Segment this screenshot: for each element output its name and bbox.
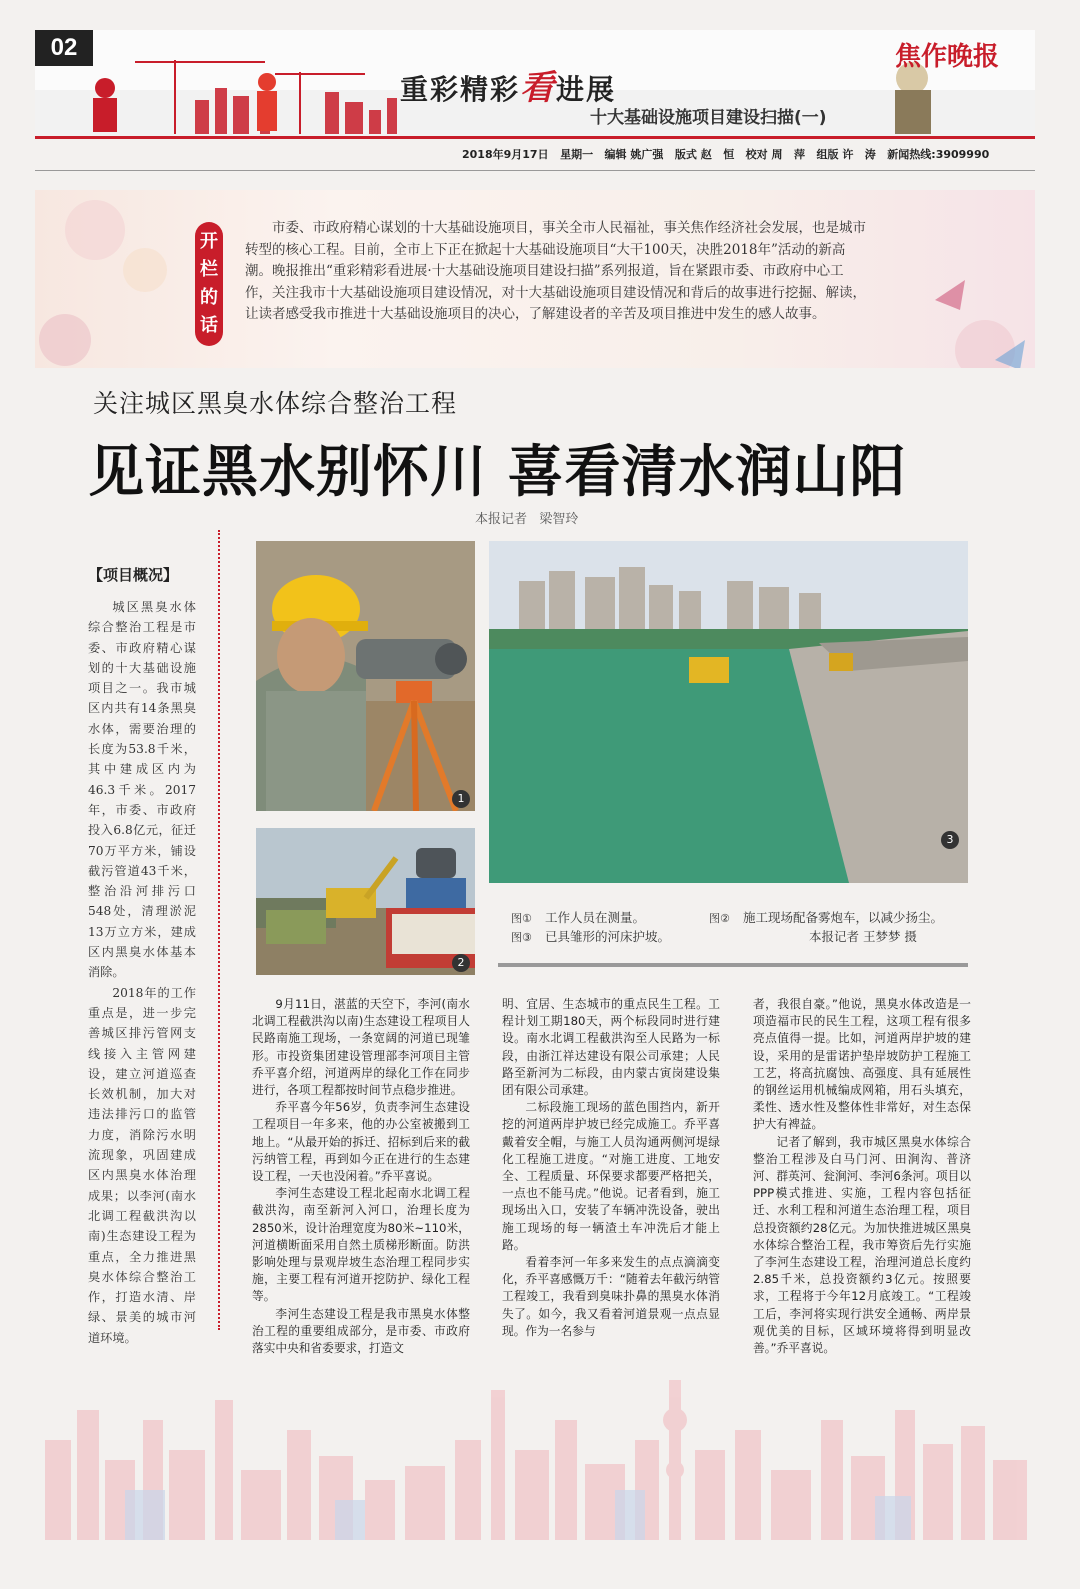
body-paragraph: 李河生态建设工程是我市黑臭水体整治工程的重要组成部分，是市委、市政府落实中央和省委要求，打造文 [252,1306,470,1356]
caption-text: 已具雏形的河床护坡。 [544,929,670,944]
tag-char: 话 [200,315,218,336]
tag-char: 开 [200,231,218,252]
body-paragraph: 记者了解到，我市城区黑臭水体综合整治工程涉及白马门河、田涧沟、普济河、群英河、瓮涧河、李河6条河。项目以PPP模式推进、实施，工程内容包括征迁、水利工程和河道生态治理工程，项目总投资额约28亿元。为加快推进城区黑臭水体综合整治工程，我市筹资后先行实施了李河生态建设工程，治理河道总长度约2.85千米，总投资额约3亿元。按照要求，工程将于今年12月底竣工。“工程竣工后，李河将实现行洪安全通畅、两岸景观优美的目标，区域环境将得到明显改善。”乔平喜说。 [753,1134,971,1356]
body-column-1 [252,996,470,1357]
photo-surveyor [256,541,475,811]
caption-label: 图③ [511,931,532,944]
tag-char: 的 [200,287,218,308]
body-paragraph: 二标段施工现场的蓝色围挡内，新开挖的河道两岸护坡已经完成施工。乔平喜戴着安全帽，与施工人员沟通两侧河堤绿化工程施工进度。“对施工进度、工地安全、工程质量、环保要求都要严格把关，一点也不能马虎。”他说。记者看到，施工现场出入口，安装了车辆冲洗设备，驶出施工现场的每一辆渣土车冲洗后才能上路。 [502,1100,720,1252]
intro-text: 市委、市政府精心谋划的十大基础设施项目，事关全市人民福祉，事关焦作经济社会发展，也是城市转型的核心工程。目前，全市上下正在掀起十大基础设施项目“大干100天，决胜2018年”活动的新高潮。晚报推出“重彩精彩看进展·十大基础设施项目建设扫描”系列报道，旨在紧跟市委、市政府中心工作，关注我市十大基础设施项目建设情况，对十大基础设施项目建设情况和背后的故事进行挖掘、解读，让读者感受我市推进十大基础设施项目的决心，了解建设者的辛苦及项目推进中发生的感人故事。 [245,220,866,322]
sidebar-heading: 【项目概况】 [88,566,179,584]
photo-fog-cannon [256,828,475,975]
caption-text: 施工现场配备雾炮车，以减少扬尘。 [742,910,943,925]
caption-row [511,909,941,928]
page-number: 02 [35,30,93,66]
photo-credit: 本报记者 王梦梦 摄 [808,929,917,944]
fog-cannon-image [256,828,475,975]
body-column-3 [753,996,971,1357]
divider [35,170,1035,171]
caption-row [511,928,941,947]
body-paragraph: 者，我很自豪。”他说，黑臭水体改造是一项造福市民的民生工程，这项工程有很多亮点值得一提。比如，河道两岸护坡的建设，采用的是雷诺护垫岸坡防护工程施工工艺，将高抗腐蚀、高强度、具有延展性的钢丝运用机械编成网箱，用石头填充，柔性、透水性及整体性非常好，对生态保护大有裨益。 [753,997,971,1132]
body-paragraph: 9月11日，湛蓝的天空下，李河(南水北调工程截洪沟以南)生态建设工程项目人民路南施工现场，一条宽阔的河道已现雏形。市投资集团建设管理部李河项目主管乔平喜介绍，河道两岸的绿化工作在同步进行，各项工程都按时间节点稳步推进。 [252,997,470,1098]
banner-title-post: 进展 [556,73,617,106]
article-kicker: 关注城区黑臭水体综合整治工程 [93,389,458,418]
caption-label: 图① [511,912,532,925]
body-paragraph: 看着李河一年多来发生的点点滴滴变化，乔平喜感慨万千：“随着去年截污纳管工程竣工，我看到臭味扑鼻的黑臭水体消失了。如今，我又看着河道景观一点点显现。作为一名参与 [502,1255,720,1338]
sidebar-paragraph: 2018年的工作重点是，进一步完善城区排污管网支线接入主管网建设，建立河道巡查长效机制，加大对违法排污口的监管力度，消除污水明流现象，巩固建成区内黑臭水体治理成果；以李河(南水北调工程截洪沟以南)生态建设工程为重点，全力推进黑臭水体综合整治工作，打造水清、岸绿、景美的城市河道环境。 [88,985,196,1345]
column-intro-tag [195,222,223,346]
photo-number: 3 [941,831,959,849]
caption-divider [498,963,968,967]
sidebar-text [88,597,196,1348]
body-paragraph: 李河生态建设工程北起南水北调工程截洪沟，南至新河入河口，治理长度为2850米，设计治理宽度为80米~110米，河道横断面采用自然土质梯形断面。防洪影响处理与景观岸坡生态治理工程同步实施，主要工程有河道开挖防护、绿化工程等。 [252,1186,470,1304]
photo-number: 2 [452,954,470,972]
photo-number: 1 [452,790,470,808]
newspaper-logo: 焦作晚报 [895,42,1000,72]
skyline-icon [35,1380,1035,1540]
banner-title-accent: 看 [520,68,557,108]
riverbed-image [489,541,968,883]
issue-meta: 2018年9月17日 星期一 编辑 姚广强 版式 赵 恒 校对 周 萍 组版 许 涛 新闻热线:3909990 [462,148,990,161]
photo-riverbed [489,541,968,883]
banner-title [400,60,616,109]
body-paragraph: 明、宜居、生态城市的重点民生工程。工程计划工期180天，两个标段同时进行建设。南水北调工程截洪沟至人民路为一标段，由浙江祥达建设有限公司承建；人民路至新河为二标段，由内蒙古寅岗建设集团有限公司承建。 [502,997,720,1098]
tag-char: 栏 [200,259,218,280]
body-column-2 [502,996,720,1340]
banner-subtitle: 十大基础设施项目建设扫描(一) [590,108,827,128]
caption-text: 工作人员在测量。 [544,910,645,925]
city-skyline-decoration [35,1380,1035,1540]
sidebar-divider [218,530,220,1330]
banner-title-pre: 重彩精彩 [400,73,521,106]
sidebar-paragraph: 城区黑臭水体综合整治工程是市委、市政府精心谋划的十大基础设施项目之一。我市城区内共有14条黑臭水体，需要治理的长度为53.8千米，其中建成区内为46.3千米。2017年，市委、市政府投入6.8亿元，征迁70万平方米，铺设截污管道43千米，整治沿河排污口548处，清理淤泥13万立方米，建成区内黑臭水体基本消除。 [88,600,196,980]
body-paragraph: 乔平喜今年56岁，负责李河生态建设工程项目一年多来，他的办公室被搬到工地上。“从最开始的拆迁、招标到后来的截污纳管工程，再到如今正在进行的生态建设工程，一天也没闲着。”乔平喜说。 [252,1100,470,1184]
article-headline: 见证黑水别怀川 喜看清水润山阳 [88,440,907,505]
article-byline: 本报记者 梁智玲 [475,512,579,527]
caption-label: 图② [708,912,730,925]
surveyor-image [256,541,475,811]
photo-captions [511,909,941,947]
